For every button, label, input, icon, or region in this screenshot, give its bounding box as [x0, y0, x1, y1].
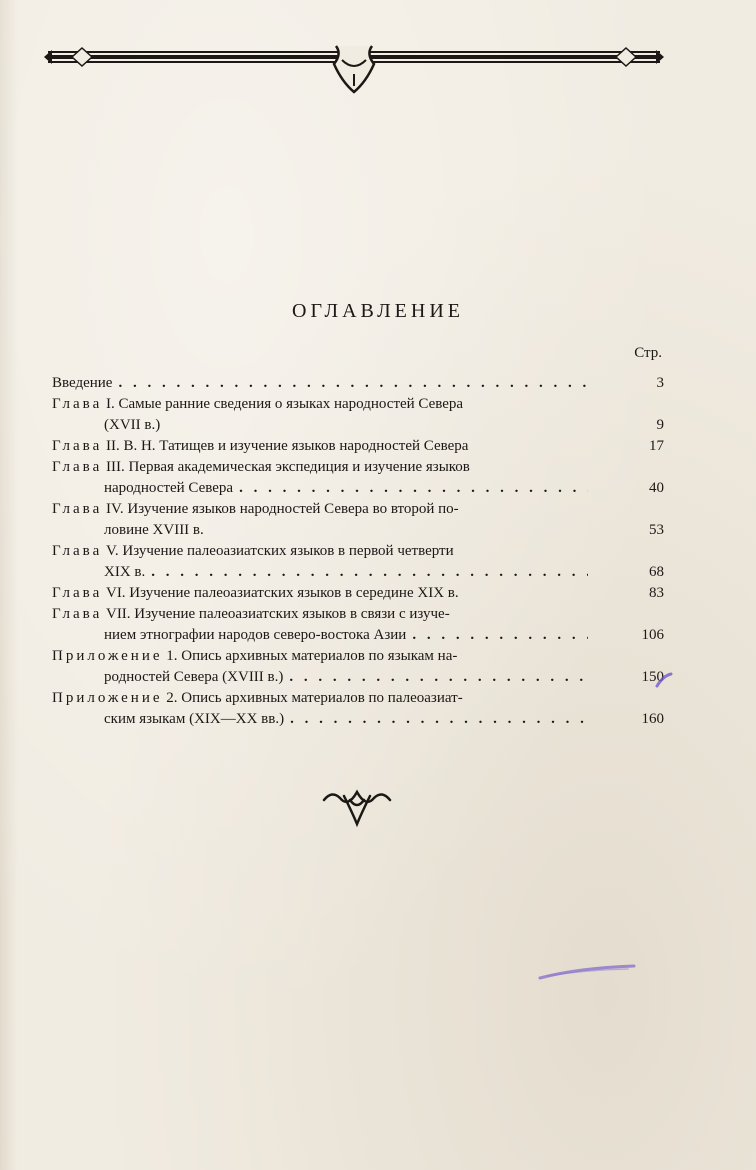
toc-entry-title: I. Самые ранние сведения о языках народностей Севера: [102, 396, 464, 412]
toc-entry-title: V. Изучение палеоазиатских языков в первой четверти: [102, 543, 454, 559]
toc-entry-page: 160: [641, 711, 664, 727]
toc-entry-page: 68: [649, 564, 664, 580]
leader-dots: [239, 478, 588, 499]
toc-entry-chapter-3: [52, 457, 664, 499]
toc-entry-page: 106: [641, 627, 664, 643]
leader-dots: [118, 373, 588, 394]
pencil-stroke-icon: [538, 960, 638, 982]
toc-entry-chapter-7: [52, 604, 664, 646]
toc-entry-page: 17: [649, 438, 664, 454]
toc-entry-prefix: Приложение: [52, 648, 163, 664]
toc-entry-title: IV. Изучение языков народностей Севера во второй по-: [102, 501, 459, 517]
toc-entry-chapter-6: [52, 583, 664, 604]
toc-entry-title: 1. Опись архивных материалов по языкам на-: [162, 648, 458, 664]
leader-dots: [290, 709, 588, 730]
toc-entry-title: 2. Опись архивных материалов по палеоазиат-: [162, 690, 463, 706]
ink-blot-icon: [655, 672, 675, 690]
top-ornament-icon: [42, 40, 666, 96]
toc-entry-page: 9: [656, 417, 664, 433]
leader-dots: [412, 625, 588, 646]
toc-entry-continuation: нием этнографии народов северо-востока Азии: [104, 627, 407, 643]
toc-entry-page: 3: [656, 375, 664, 391]
toc-entry-page: 83: [649, 585, 664, 601]
toc-entry-prefix: Глава: [52, 396, 103, 412]
bottom-ornament-icon: [322, 786, 392, 828]
leader-dots: [151, 562, 588, 583]
toc-entry-prefix: Глава: [52, 543, 103, 559]
page-title: ОГЛАВЛЕНИЕ: [292, 300, 464, 322]
toc-entry-appendix-2: [52, 688, 664, 730]
toc-entry-chapter-4: [52, 499, 664, 541]
toc-entry-title: Введение: [52, 375, 113, 391]
table-of-contents: [52, 373, 664, 730]
toc-entry-appendix-1: [52, 646, 664, 688]
toc-entry-continuation: ловине XVIII в.: [104, 522, 204, 538]
toc-entry-title: VI. Изучение палеоазиатских языков в середине XIX в.: [102, 585, 459, 601]
toc-entry-chapter-1: [52, 394, 664, 436]
toc-entry-page: 53: [649, 522, 664, 538]
toc-entry-title: VII. Изучение палеоазиатских языков в связи с изуче-: [102, 606, 450, 622]
toc-entry-prefix: Глава: [52, 438, 103, 454]
toc-entry-title: III. Первая академическая экспедиция и изучение языков: [102, 459, 470, 475]
leader-dots: [289, 667, 588, 688]
toc-entry-prefix: Глава: [52, 606, 103, 622]
toc-entry-introduction: [52, 373, 664, 394]
toc-entry-title: II. В. Н. Татищев и изучение языков народностей Севера: [102, 438, 469, 454]
toc-entry-continuation: ским языкам (XIX—XX вв.): [104, 711, 285, 727]
toc-entry-page: 40: [649, 480, 664, 496]
toc-entry-chapter-5: [52, 541, 664, 583]
toc-entry-prefix: Глава: [52, 585, 103, 601]
toc-entry-page: 150: [641, 669, 664, 685]
toc-entry-continuation: (XVII в.): [104, 417, 161, 433]
toc-entry-prefix: Глава: [52, 459, 103, 475]
toc-entry-continuation: родностей Севера (XVIII в.): [104, 669, 284, 685]
toc-entry-continuation: народностей Севера: [104, 480, 234, 496]
toc-entry-prefix: Глава: [52, 501, 103, 517]
toc-entry-continuation: XIX в.: [104, 564, 146, 580]
page-column-label: Стр.: [634, 345, 662, 361]
toc-entry-chapter-2: [52, 436, 664, 457]
toc-entry-prefix: Приложение: [52, 690, 163, 706]
